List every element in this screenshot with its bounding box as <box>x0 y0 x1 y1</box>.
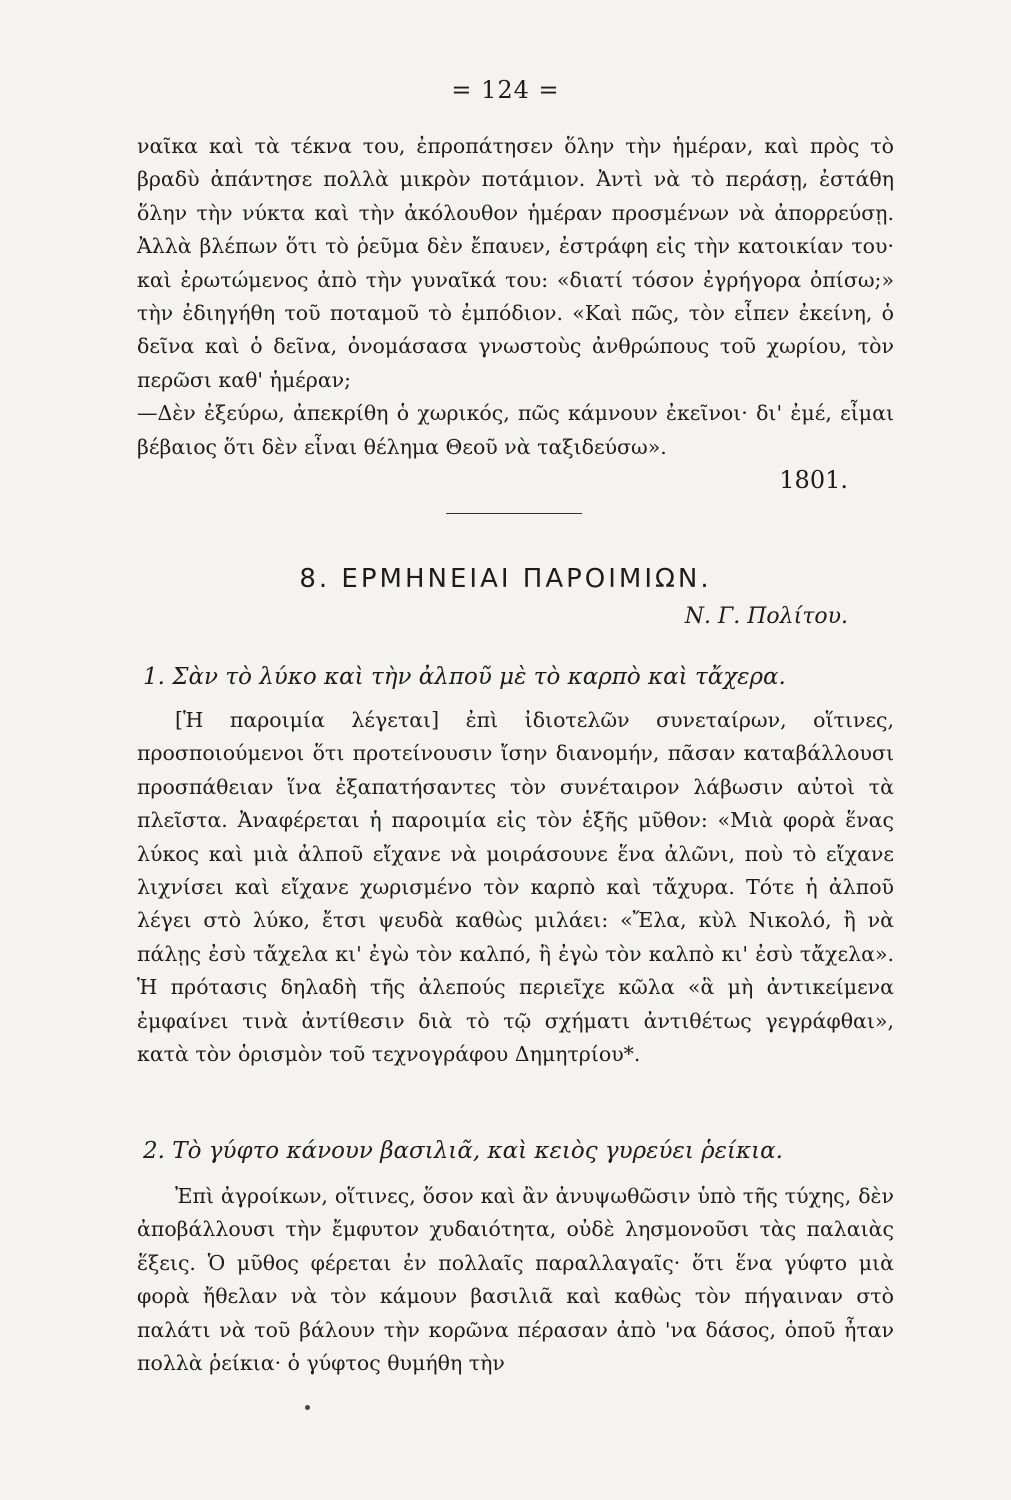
ink-speck <box>305 1405 310 1410</box>
intro-paragraph-1: ναῖκα καὶ τὰ τέκνα του, ἐπροπάτησεν ὅλην τὴν ἡμέραν, καὶ πρὸς τὸ βραδὺ ἀπάντησε πολλὰ μικρὸν ποτάμιον. Ἀντὶ νὰ τὸ περάσῃ, ἐστάθη ὅλην τὴν νύκτα καὶ τὴν ἀκόλουθον ἡμέραν προσμένων νὰ ἀπορρεύσῃ. Ἀλλὰ βλέπων ὅτι τὸ ῥεῦμα δὲν ἔπαυεν, ἐστράφη εἰς τὴν κατοικίαν του· καὶ ἐρωτώμενος ἀπὸ τὴν γυναῖκά του: «διατί τόσον ἐγρήγορα ὀπίσω;» τὴν ἐδιηγήθη τοῦ ποταμοῦ τὸ ἐμπόδιον. «Καὶ πῶς, τὸν εἶπεν ἐκείνη, ὁ δεῖνα καὶ ὁ δεῖνα, ὀνομάσασα γνωστοὺς ἀνθρώπους τοῦ χωρίου, τὸν περῶσι καθ' ἡμέραν; <box>137 134 894 392</box>
proverb-2-heading: 2. Τὸ γύφτο κάνουν βασιλιᾶ, καὶ κειὸς γυρεύει ῥείκια. <box>143 1138 783 1164</box>
proverb-2-text: Ἐπὶ ἀγροίκων, οἵτινες, ὅσον καὶ ἂν ἀνυψωθῶσιν ὑπὸ τῆς τύχης, δὲν ἀποβάλλουσι τὴν ἔμφυτον χυδαιότητα, οὐδὲ λησμονοῦσι τὰς παλαιὰς ἕξεις. Ὁ μῦθος φέρεται ἐν πολλαῖς παραλλαγαῖς· ὅτι ἕνα γύφτο μιὰ φορὰ ἤθελαν νὰ τὸν κάμουν βασιλιᾶ καὶ καθὼς τὸν πήγαιναν στὸ παλάτι νὰ τοῦ βάλουν τὴν κορῶνα πέρασαν ἀπὸ 'να δάσος, ὁποῦ ἦταν πολλὰ ῥείκια· ὁ γύφτος θυμήθη τὴν <box>137 1184 894 1376</box>
proverb-1-heading: 1. Σὰν τὸ λύκο καὶ τὴν ἀλποῦ μὲ τὸ καρπὸ καὶ τἄχερα. <box>143 664 786 690</box>
page-number: = 124 = <box>451 76 560 104</box>
separator-rule <box>446 513 582 514</box>
intro-text <box>137 130 894 464</box>
author-name: Ν. Γ. Πολίτου. <box>684 604 848 629</box>
intro-paragraph-2: —Δὲν ἐξεύρω, ἀπεκρίθη ὁ χωρικός, πῶς κάμνουν ἐκεῖνοι· δι' ἐμέ, εἶμαι βέβαιος ὅτι δὲν εἶναι θέλημα Θεοῦ νὰ ταξιδεύσω». <box>137 401 894 459</box>
proverb-1-text: [Ἡ παροιμία λέγεται] ἐπὶ ἰδιοτελῶν συνεταίρων, οἵτινες, προσποιούμενοι ὅτι προτείνουσιν ἴσην διανομήν, πᾶσαν καταβάλλουσι προσπάθειαν ἵνα ἐξαπατήσαντες τὸν συνέταιρον λάβωσιν αὐτοὶ τὰ πλεῖστα. Ἀναφέρεται ἡ παροιμία εἰς τὸν ἑξῆς μῦθον: «Μιὰ φορὰ ἕνας λύκος καὶ μιὰ ἀλποῦ εἴχανε νὰ μοιράσουνε ἕνα ἀλῶνι, ποὺ τὸ εἴχανε λιχνίσει καὶ εἴχανε χωρισμένο τὸν καρπὸ καὶ τἄχυρα. Τότε ἡ ἀλποῦ λέγει στὸ λύκο, ἔτσι ψευδὰ καθὼς μιλάει: «Ἔλα, κὺλ Νικολό, ἢ νὰ πάλῃς ἐσὺ τἄχελα κι' ἐγὼ τὸν καλπό, ἢ ἐγὼ τὸν καλπὸ κι' ἐσὺ τἄχελα». Ἡ πρότασις δηλαδὴ τῆς ἀλεπούς περιεῖχε κῶλα «ἃ μὴ ἀντικείμενα ἐμφαίνει τινὰ ἀντίθεσιν διὰ τὸ τῷ σχήματι ἀντιθέτως γεγράφθαι», κατὰ τὸν ὁρισμὸν τοῦ τεχνογράφου Δημητρίου*. <box>137 708 894 1067</box>
year: 1801. <box>779 466 848 494</box>
section-title: 8. ΕΡΜΗΝΕΙΑΙ ΠΑΡΟΙΜΙΩΝ. <box>299 564 712 594</box>
proverb-1-body <box>137 704 894 1071</box>
proverb-2-body <box>137 1180 894 1380</box>
